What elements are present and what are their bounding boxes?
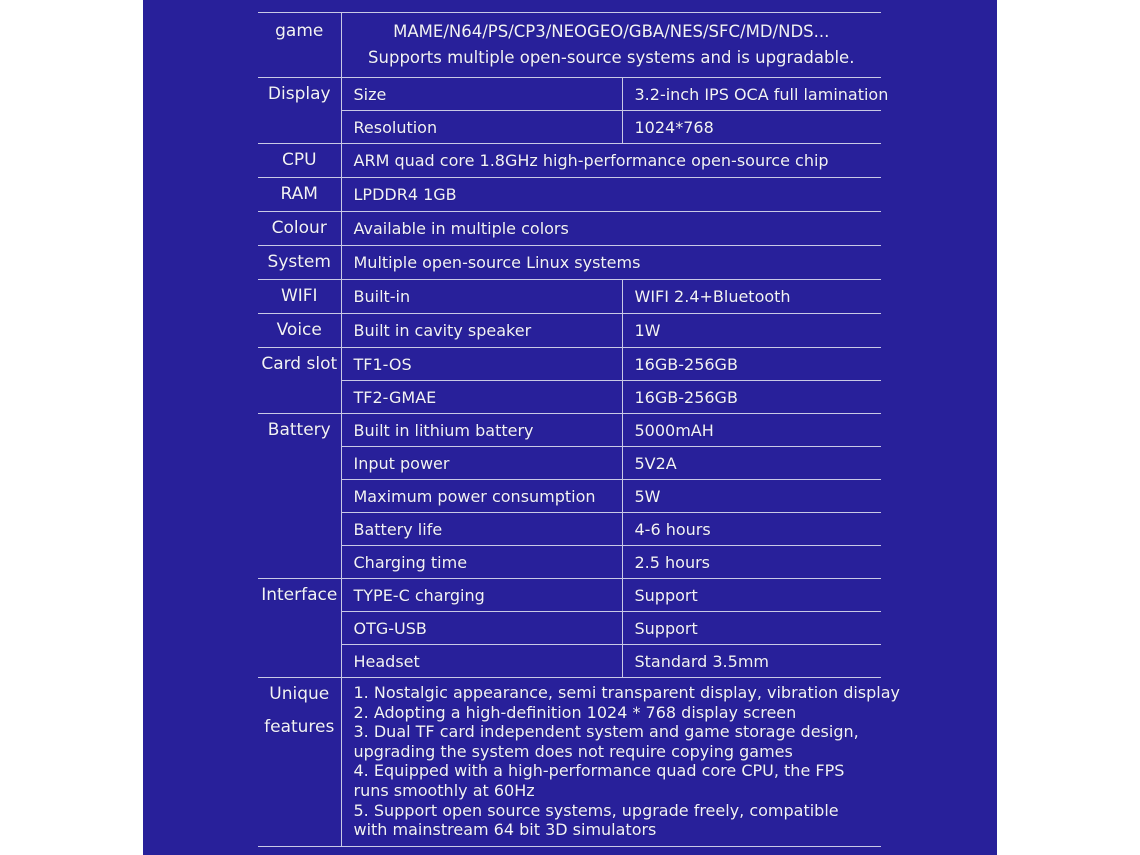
table-row bbox=[258, 314, 881, 348]
spec-name: Built in lithium battery bbox=[341, 414, 622, 447]
feature-line: with mainstream 64 bit 3D simulators bbox=[353, 820, 657, 840]
table-row bbox=[258, 13, 881, 78]
spec-value: 2.5 hours bbox=[622, 546, 881, 579]
spec-value: 5V2A bbox=[622, 447, 881, 480]
category-colour: Colour bbox=[258, 212, 341, 246]
spec-name: TF1-OS bbox=[341, 348, 622, 381]
spec-value: 5000mAH bbox=[622, 414, 881, 447]
table-row bbox=[258, 612, 881, 645]
spec-value: Available in multiple colors bbox=[341, 212, 881, 246]
spec-value: LPDDR4 1GB bbox=[341, 178, 881, 212]
feature-line: 5. Support open source systems, upgrade freely, compatible bbox=[353, 800, 839, 820]
spec-value: 5W bbox=[622, 480, 881, 513]
table-row bbox=[258, 381, 881, 414]
feature-line: 2. Adopting a high-definition 1024 * 768 display screen bbox=[353, 702, 797, 722]
table-row bbox=[258, 280, 881, 314]
game-systems: MAME/N64/PS/CP3/NEOGEO/GBA/NES/SFC/MD/NDS... bbox=[393, 22, 830, 41]
table-row bbox=[258, 678, 881, 847]
category-cpu: CPU bbox=[258, 144, 341, 178]
spec-value: Support bbox=[622, 612, 881, 645]
spec-name: Headset bbox=[341, 645, 622, 678]
spec-value: 16GB-256GB bbox=[622, 381, 881, 414]
spec-value: 3.2-inch IPS OCA full lamination bbox=[622, 78, 881, 111]
spec-name: Input power bbox=[341, 447, 622, 480]
table-row bbox=[258, 447, 881, 480]
spec-name: TF2-GMAE bbox=[341, 381, 622, 414]
spec-value: Support bbox=[622, 579, 881, 612]
spec-value: 4-6 hours bbox=[622, 513, 881, 546]
table-row bbox=[258, 246, 881, 280]
feature-line: 3. Dual TF card independent system and game storage design, bbox=[353, 722, 859, 742]
game-value bbox=[341, 13, 881, 78]
spec-name: TYPE-C charging bbox=[341, 579, 622, 612]
spec-panel bbox=[143, 0, 997, 855]
spec-value: Standard 3.5mm bbox=[622, 645, 881, 678]
feature-line: 4. Equipped with a high-performance quad core CPU, the FPS bbox=[353, 761, 845, 781]
category-voice: Voice bbox=[258, 314, 341, 348]
table-row bbox=[258, 480, 881, 513]
spec-name: Built-in bbox=[341, 280, 622, 314]
category-card-slot: Card slot bbox=[258, 348, 341, 414]
category-unique-label-1: Unique bbox=[269, 684, 330, 704]
feature-line: upgrading the system does not require copying games bbox=[353, 741, 793, 761]
table-row bbox=[258, 144, 881, 178]
spec-table bbox=[258, 12, 900, 847]
game-note: Supports multiple open-source systems and is upgradable. bbox=[368, 48, 855, 67]
spec-value: 1024*768 bbox=[622, 111, 881, 144]
features-list bbox=[341, 678, 900, 847]
feature-line: 1. Nostalgic appearance, semi transparent display, vibration display bbox=[353, 683, 900, 702]
spec-value: Multiple open-source Linux systems bbox=[341, 246, 881, 280]
spec-name: OTG-USB bbox=[341, 612, 622, 645]
category-interface: Interface bbox=[258, 579, 341, 678]
spec-name: Built in cavity speaker bbox=[341, 314, 622, 348]
spec-name: Size bbox=[341, 78, 622, 111]
category-game: game bbox=[258, 13, 341, 78]
spec-name: Charging time bbox=[341, 546, 622, 579]
table-row bbox=[258, 579, 881, 612]
table-row bbox=[258, 414, 881, 447]
category-display: Display bbox=[258, 78, 341, 144]
table-row bbox=[258, 348, 881, 381]
spec-name: Resolution bbox=[341, 111, 622, 144]
category-ram: RAM bbox=[258, 178, 341, 212]
spec-value: ARM quad core 1.8GHz high-performance open-source chip bbox=[341, 144, 881, 178]
table-row bbox=[258, 546, 881, 579]
feature-line: runs smoothly at 60Hz bbox=[353, 780, 535, 800]
category-unique-features bbox=[258, 678, 341, 847]
category-wifi: WIFI bbox=[258, 280, 341, 314]
table-row bbox=[258, 645, 881, 678]
table-row bbox=[258, 513, 881, 546]
category-system: System bbox=[258, 246, 341, 280]
spec-name: Maximum power consumption bbox=[341, 480, 622, 513]
spec-value: 16GB-256GB bbox=[622, 348, 881, 381]
table-row bbox=[258, 111, 881, 144]
category-unique-label-2: features bbox=[264, 717, 335, 737]
table-row bbox=[258, 78, 881, 111]
spec-value: 1W bbox=[622, 314, 881, 348]
spec-name: Battery life bbox=[341, 513, 622, 546]
category-battery: Battery bbox=[258, 414, 341, 579]
spec-value: WIFI 2.4+Bluetooth bbox=[622, 280, 881, 314]
table-row bbox=[258, 212, 881, 246]
table-row bbox=[258, 178, 881, 212]
